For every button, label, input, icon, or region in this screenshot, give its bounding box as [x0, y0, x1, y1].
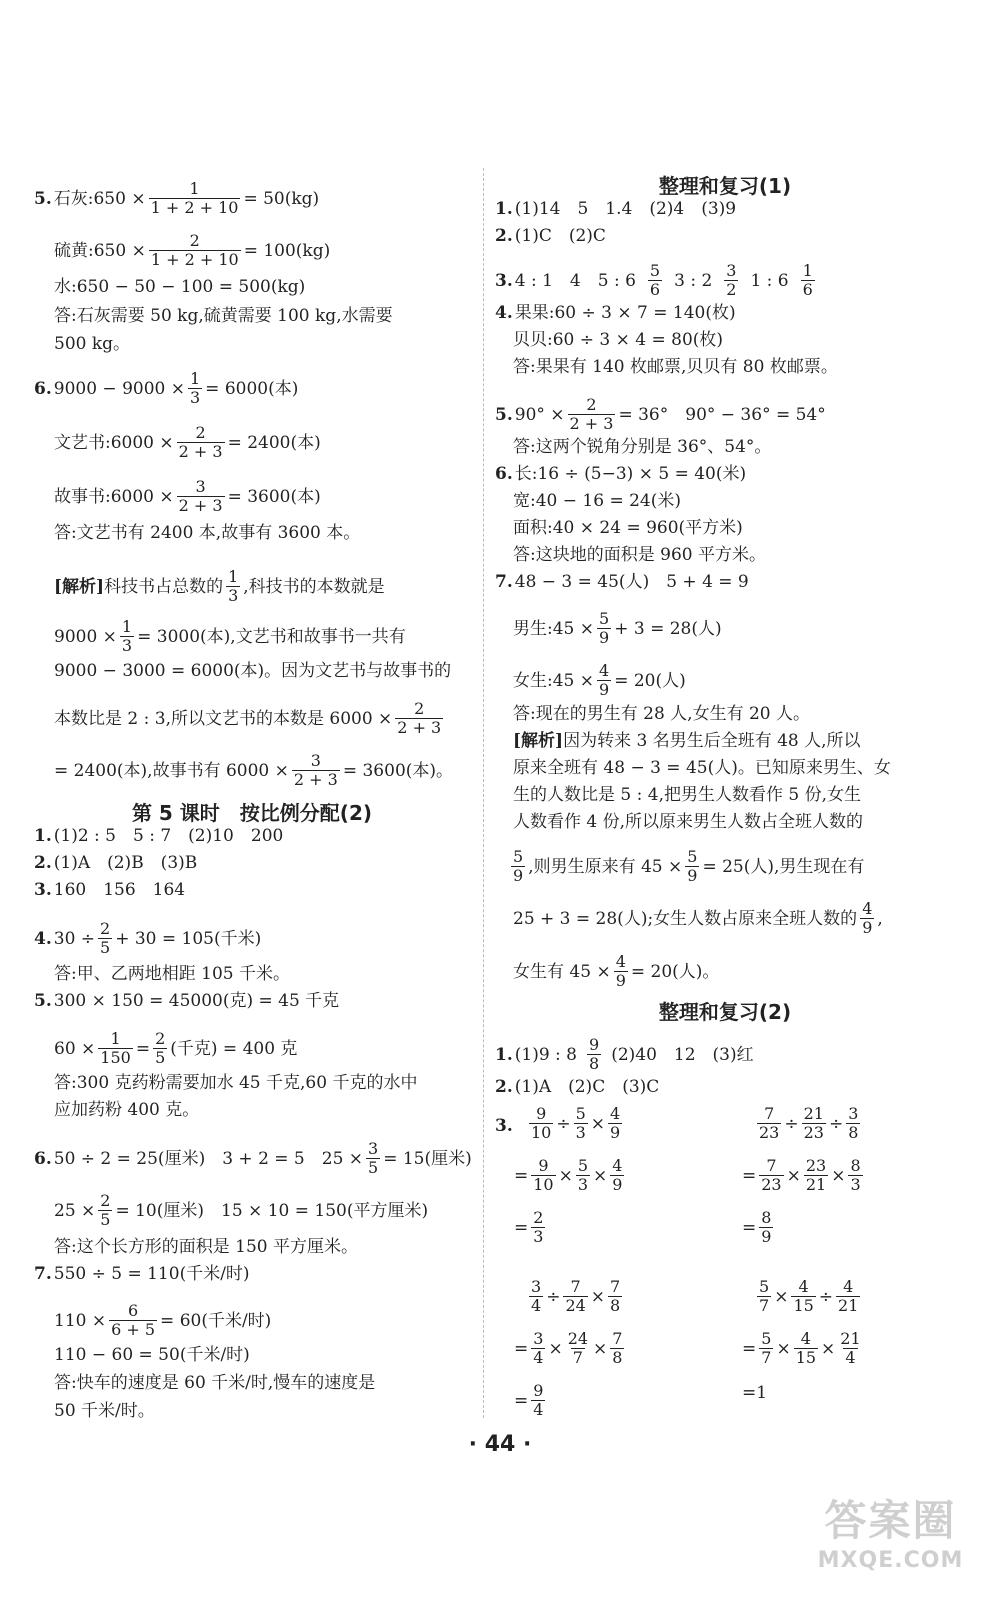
operator: ÷: [828, 1113, 844, 1134]
fraction: $\frac{1}{6}$: [802, 261, 813, 299]
operator: ×: [593, 1338, 608, 1359]
text: 硫黄:650 ×: [54, 240, 146, 261]
fraction: $\frac{9}{10}$: [531, 1104, 552, 1142]
s7-line1: [34, 1263, 250, 1285]
watermark-url: MXQE.COM: [817, 1548, 964, 1573]
s6-line1: [34, 1140, 472, 1177]
q5-answer2: 500 kg。: [54, 334, 131, 354]
operator: ÷: [546, 1286, 561, 1307]
q6-answer: 答:文艺书有 2400 本,故事有 3600 本。: [54, 523, 361, 543]
text: 女生有 45 ×: [513, 961, 611, 982]
fraction: $\frac{4}{21}$: [838, 1277, 859, 1315]
r7-analysis2: 原来全班有 48 − 3 = 45(人)。已知原来男生、女: [513, 758, 891, 778]
text: 9000 − 9000 ×: [53, 378, 185, 399]
text: (1)A (2)C (3)C: [514, 1077, 660, 1097]
r6-answer: 答:这块地的面积是 960 平方米。: [513, 545, 766, 565]
fraction: $\frac{7}{23}$: [759, 1104, 780, 1142]
r6-line2: 宽:40 − 16 = 24(米): [513, 491, 681, 511]
text: = 2400(本): [227, 432, 321, 453]
fraction: $\frac{21}{4}$: [840, 1329, 861, 1367]
text: = 60(千米/时): [160, 1310, 272, 1331]
r7-analysis4: 人数看作 4 份,所以原来男生人数占全班人数的: [513, 812, 864, 832]
question-number: 3.: [34, 880, 52, 900]
text: (1)2 : 5 5 : 7 (2)10 200: [53, 826, 284, 846]
q6-line3: [54, 478, 321, 515]
text: =: [135, 1038, 151, 1059]
r7-analysis7: [513, 953, 719, 990]
text: = 20(人): [614, 670, 686, 691]
operator: ×: [590, 1113, 606, 1134]
fraction: $\frac{3}{2 + 3}$: [293, 751, 338, 789]
question-number: 6.: [495, 464, 513, 484]
text: (1)A (2)B (3)B: [53, 853, 198, 873]
s1-line: [34, 825, 283, 847]
expr3-result: [514, 1382, 548, 1419]
fraction: $\frac{5}{3}$: [577, 1156, 589, 1194]
fraction: $\frac{4}{9}$: [612, 1156, 623, 1194]
text: = 2400(本),故事书有 6000 ×: [54, 760, 289, 781]
review-title-1: 整理和复习(1): [658, 174, 792, 198]
fraction: $\frac{9}{8}$: [589, 1035, 600, 1073]
text: 果果:60 ÷ 3 × 7 = 140(枚): [514, 303, 736, 323]
fraction: $\frac{2}{5}$: [155, 1029, 166, 1067]
text: (千克) = 400 克: [170, 1038, 298, 1059]
fraction: $\frac{2}{2 + 3}$: [178, 423, 223, 461]
text: (1)C (2)C: [514, 226, 606, 246]
r5-answer: 答:这两个锐角分别是 36°、54°。: [513, 437, 772, 457]
text: 文艺书:6000 ×: [54, 432, 174, 453]
fraction: $\frac{3}{8}$: [848, 1104, 859, 1142]
fraction: $\frac{3}{2}$: [726, 261, 737, 299]
text: (2)40 12 (3)红: [611, 1044, 754, 1065]
fraction: $\frac{6}{6 + 5}$: [111, 1301, 156, 1339]
equals-sign: =: [742, 1217, 757, 1238]
fraction: $\frac{3}{4}$: [531, 1277, 542, 1315]
text: 25 + 3 = 28(人);女生人数占原来全班人数的: [513, 908, 858, 929]
r7-analysis6: [513, 900, 883, 937]
expr1-result: [514, 1209, 548, 1246]
expr2-result: [742, 1209, 776, 1246]
operator: ×: [558, 1165, 573, 1186]
q5-line2: [54, 232, 330, 269]
text: (1)14 5 1.4 (2)4 (3)9: [514, 199, 737, 219]
s7-line2: [54, 1302, 271, 1339]
text: + 30 = 105(千米): [115, 928, 262, 949]
text: ,: [877, 908, 883, 929]
text: 25 ×: [54, 1200, 96, 1221]
question-number: 3.: [495, 270, 513, 291]
fraction: $\frac{1}{3}$: [228, 567, 239, 605]
r7-answer: 答:现在的男生有 28 人,女生有 20 人。: [513, 704, 811, 724]
text: 9000 ×: [54, 626, 117, 647]
fraction: $\frac{5}{9}$: [599, 609, 610, 647]
r7-line2: [513, 610, 722, 647]
column-divider: [483, 168, 485, 1418]
equals-sign: =: [514, 1338, 529, 1359]
fraction: $\frac{1}{3}$: [121, 617, 133, 655]
question-number: 2.: [34, 853, 52, 873]
fraction: $\frac{3}{4}$: [533, 1329, 544, 1367]
text: 90° ×: [514, 404, 565, 425]
r7-line3: [513, 662, 686, 699]
fraction: $\frac{8}{9}$: [761, 1208, 772, 1246]
question-number: 4.: [495, 303, 513, 323]
q6-analysis3: 9000 − 3000 = 6000(本)。因为文艺书与故事书的: [54, 661, 452, 681]
operator: ×: [774, 1286, 789, 1307]
fraction: $\frac{4}{9}$: [862, 899, 873, 937]
operator: ×: [786, 1165, 801, 1186]
text: = 15(厘米): [383, 1148, 472, 1169]
q5-line1: [34, 180, 319, 217]
fraction: $\frac{7}{23}$: [761, 1156, 782, 1194]
fraction: $\frac{21}{23}$: [803, 1104, 824, 1142]
operator: ÷: [818, 1286, 834, 1307]
fraction: $\frac{4}{9}$: [610, 1104, 621, 1142]
q6-analysis4: [54, 700, 446, 737]
r7-line1: [495, 571, 749, 593]
watermark-text: 答案圈: [824, 1496, 957, 1545]
s6-answer: 答:这个长方形的面积是 150 平方厘米。: [54, 1237, 358, 1257]
s5-line1: [34, 990, 339, 1012]
s6-line2: [54, 1192, 428, 1229]
r7-analysis5: [508, 848, 864, 885]
s7-answer1: 答:快车的速度是 60 千米/时,慢车的速度是: [54, 1373, 376, 1393]
fraction: $\frac{1}{1 + 2 + 10}$: [150, 179, 239, 217]
q5-answer1: 答:石灰需要 50 kg,硫黄需要 100 kg,水需要: [54, 306, 393, 326]
fraction: $\frac{5}{6}$: [649, 261, 661, 299]
text: 3 : 2: [674, 270, 713, 291]
text: 300 × 150 = 45000(克) = 45 千克: [53, 991, 340, 1011]
equals-sign: =: [514, 1217, 529, 1238]
text: = 3600(本): [227, 486, 321, 507]
text: = 3000(本),文艺书和故事书一共有: [137, 626, 406, 647]
text: 60 ×: [54, 1038, 96, 1059]
text: 110 ×: [54, 1310, 107, 1331]
text: = 10(厘米) 15 × 10 = 150(平方厘米): [115, 1200, 429, 1221]
fraction: $\frac{5}{3}$: [575, 1104, 586, 1142]
operator: ×: [548, 1338, 563, 1359]
t1-line: [495, 1036, 754, 1073]
expr4-result: [742, 1382, 767, 1404]
fraction: $\frac{4}{9}$: [599, 661, 610, 699]
r6-line1: [495, 463, 746, 485]
s4-answer: 答:甲、乙两地相距 105 千米。: [54, 964, 290, 984]
review-title-2: 整理和复习(2): [658, 1000, 792, 1024]
fraction: $\frac{9}{4}$: [533, 1381, 544, 1419]
text: = 100(kg): [243, 240, 331, 261]
fraction: $\frac{3}{5}$: [368, 1139, 379, 1177]
r7-analysis3: 生的人数比是 5 : 4,把男生人数看作 5 份,女生: [513, 785, 862, 805]
expr2-step1: [754, 1105, 863, 1142]
text: 1 : 6: [750, 270, 789, 291]
analysis-tag: [解析]: [513, 731, 564, 751]
q5-line3: 水:650 − 50 − 100 = 500(kg): [54, 277, 306, 297]
fraction: $\frac{4}{9}$: [615, 952, 626, 990]
operator: ×: [831, 1165, 846, 1186]
fraction: $\frac{9}{10}$: [533, 1156, 554, 1194]
fraction: $\frac{2}{3}$: [533, 1208, 544, 1246]
equals-sign: =: [514, 1165, 529, 1186]
operator: ×: [590, 1286, 606, 1307]
expr4-step1: [754, 1278, 863, 1315]
fraction: $\frac{2}{2 + 3}$: [397, 699, 442, 737]
fraction: $\frac{7}{24}$: [565, 1277, 586, 1315]
text: 50 ÷ 2 = 25(厘米) 3 + 2 = 5 25 ×: [53, 1148, 364, 1169]
text: (1)9 : 8: [514, 1044, 577, 1065]
q6-line2: [54, 424, 321, 461]
section-title: 第 5 课时 按比例分配(2): [131, 801, 373, 825]
r6-line3: 面积:40 × 24 = 960(平方米): [513, 518, 743, 538]
fraction: $\frac{3}{2 + 3}$: [178, 477, 223, 515]
result-value: 1: [756, 1383, 768, 1403]
s5-line2: [54, 1030, 297, 1067]
question-number: 1.: [495, 199, 513, 219]
text: 4 : 1 4 5 : 6: [514, 270, 636, 291]
fraction: $\frac{5}{7}$: [759, 1277, 770, 1315]
text: = 3600(本)。: [342, 760, 454, 781]
question-number: 1.: [495, 1044, 513, 1065]
q6-analysis5: [54, 752, 453, 789]
operator: ×: [593, 1165, 608, 1186]
s7-line3: 110 − 60 = 50(千米/时): [54, 1345, 250, 1365]
text: 长:16 ÷ (5−3) × 5 = 40(米): [514, 464, 747, 484]
q6-line1: [34, 370, 298, 407]
s2-line: [34, 852, 197, 874]
question-number: 6.: [34, 378, 52, 399]
text: 因为转来 3 名男生后全班有 48 人,所以: [563, 731, 861, 751]
text: = 50(kg): [243, 188, 320, 209]
fraction: $\frac{8}{3}$: [850, 1156, 861, 1194]
fraction: $\frac{2}{5}$: [100, 919, 111, 957]
text: 30 ÷: [53, 928, 96, 949]
expr2-step2: [742, 1157, 866, 1194]
text: = 36° 90° − 36° = 54°: [618, 404, 826, 425]
fraction: $\frac{5}{9}$: [513, 847, 524, 885]
fraction: $\frac{7}{8}$: [612, 1329, 623, 1367]
watermark-logo: [803, 1488, 978, 1578]
question-number: 1.: [34, 826, 52, 846]
question-number: 3.: [495, 1116, 513, 1136]
expr1-step2: [514, 1157, 627, 1194]
r4-line1: [495, 302, 736, 324]
question-number: 7.: [495, 572, 513, 592]
text: 550 ÷ 5 = 110(千米/时): [53, 1264, 250, 1284]
fraction: $\frac{5}{7}$: [761, 1329, 772, 1367]
page-number: · 44 ·: [468, 1432, 532, 1457]
fraction: $\frac{7}{8}$: [610, 1277, 621, 1315]
text: ,则男生原来有 45 ×: [528, 856, 683, 877]
text: = 6000(本): [205, 378, 299, 399]
r4-answer: 答:果果有 140 枚邮票,贝贝有 80 枚邮票。: [513, 357, 838, 377]
fraction: $\frac{5}{9}$: [687, 847, 698, 885]
question-number: 5.: [495, 404, 513, 425]
text: 故事书:6000 ×: [54, 486, 174, 507]
s3-line: [34, 879, 185, 901]
question-number: 5.: [34, 188, 52, 209]
text: 160 156 164: [53, 880, 186, 900]
equals-sign: =: [742, 1383, 757, 1403]
fraction: $\frac{2}{2 + 3}$: [569, 395, 614, 433]
s7-answer2: 50 千米/时。: [54, 1401, 155, 1421]
fraction: $\frac{4}{15}$: [795, 1329, 817, 1367]
fraction: $\frac{1}{3}$: [189, 369, 201, 407]
r4-line2: 贝贝:60 ÷ 3 × 4 = 80(枚): [513, 330, 724, 350]
t2-line: [495, 1076, 659, 1098]
equals-sign: =: [514, 1390, 529, 1411]
text: 男生:45 ×: [513, 618, 595, 639]
text: 科技书占总数的: [104, 576, 224, 597]
operator: ÷: [556, 1113, 571, 1134]
analysis-tag: [解析]: [54, 576, 105, 597]
text: + 3 = 28(人): [614, 618, 722, 639]
fraction: $\frac{4}{15}$: [793, 1277, 814, 1315]
question-number: 2.: [495, 226, 513, 246]
fraction: $\frac{23}{21}$: [805, 1156, 827, 1194]
operator: ÷: [784, 1113, 799, 1134]
r7-analysis1: [513, 730, 861, 752]
r3-line: [495, 262, 818, 299]
q6-analysis1: [54, 568, 385, 605]
question-number: 7.: [34, 1264, 52, 1284]
s5-answer2: 应加药粉 400 克。: [54, 1100, 200, 1120]
fraction: $\frac{1}{150}$: [100, 1029, 131, 1067]
fraction: $\frac{2}{1 + 2 + 10}$: [150, 231, 239, 269]
text: = 25(人),男生现在有: [702, 856, 865, 877]
text: ,科技书的本数就是: [243, 576, 385, 597]
text: 48 − 3 = 45(人) 5 + 4 = 9: [514, 572, 749, 592]
q6-analysis2: [54, 618, 406, 655]
s5-answer1: 答:300 克药粉需要加水 45 千克,60 千克的水中: [54, 1073, 418, 1093]
question-number: 6.: [34, 1148, 52, 1169]
r5-line: [495, 396, 826, 433]
equals-sign: =: [742, 1338, 757, 1359]
equals-sign: =: [742, 1165, 757, 1186]
fraction: $\frac{24}{7}$: [567, 1329, 589, 1367]
question-number: 5.: [34, 991, 52, 1011]
expr3-step1: [526, 1278, 625, 1315]
r2-line: [495, 225, 606, 247]
s4-line: [34, 920, 261, 957]
text: 本数比是 2 : 3,所以文艺书的本数是 6000 ×: [54, 708, 393, 729]
question-number: 4.: [34, 928, 52, 949]
expr1-step1: [526, 1105, 625, 1142]
expr4-step2: [742, 1330, 866, 1367]
text: 女生:45 ×: [513, 670, 595, 691]
fraction: $\frac{2}{5}$: [100, 1191, 111, 1229]
t3-number: [495, 1115, 515, 1137]
text: = 20(人)。: [630, 961, 720, 982]
expr3-step2: [514, 1330, 627, 1367]
text: 石灰:650 ×: [53, 188, 146, 209]
r1-line: [495, 198, 736, 220]
question-number: 2.: [495, 1077, 513, 1097]
operator: ×: [821, 1338, 836, 1359]
operator: ×: [776, 1338, 791, 1359]
